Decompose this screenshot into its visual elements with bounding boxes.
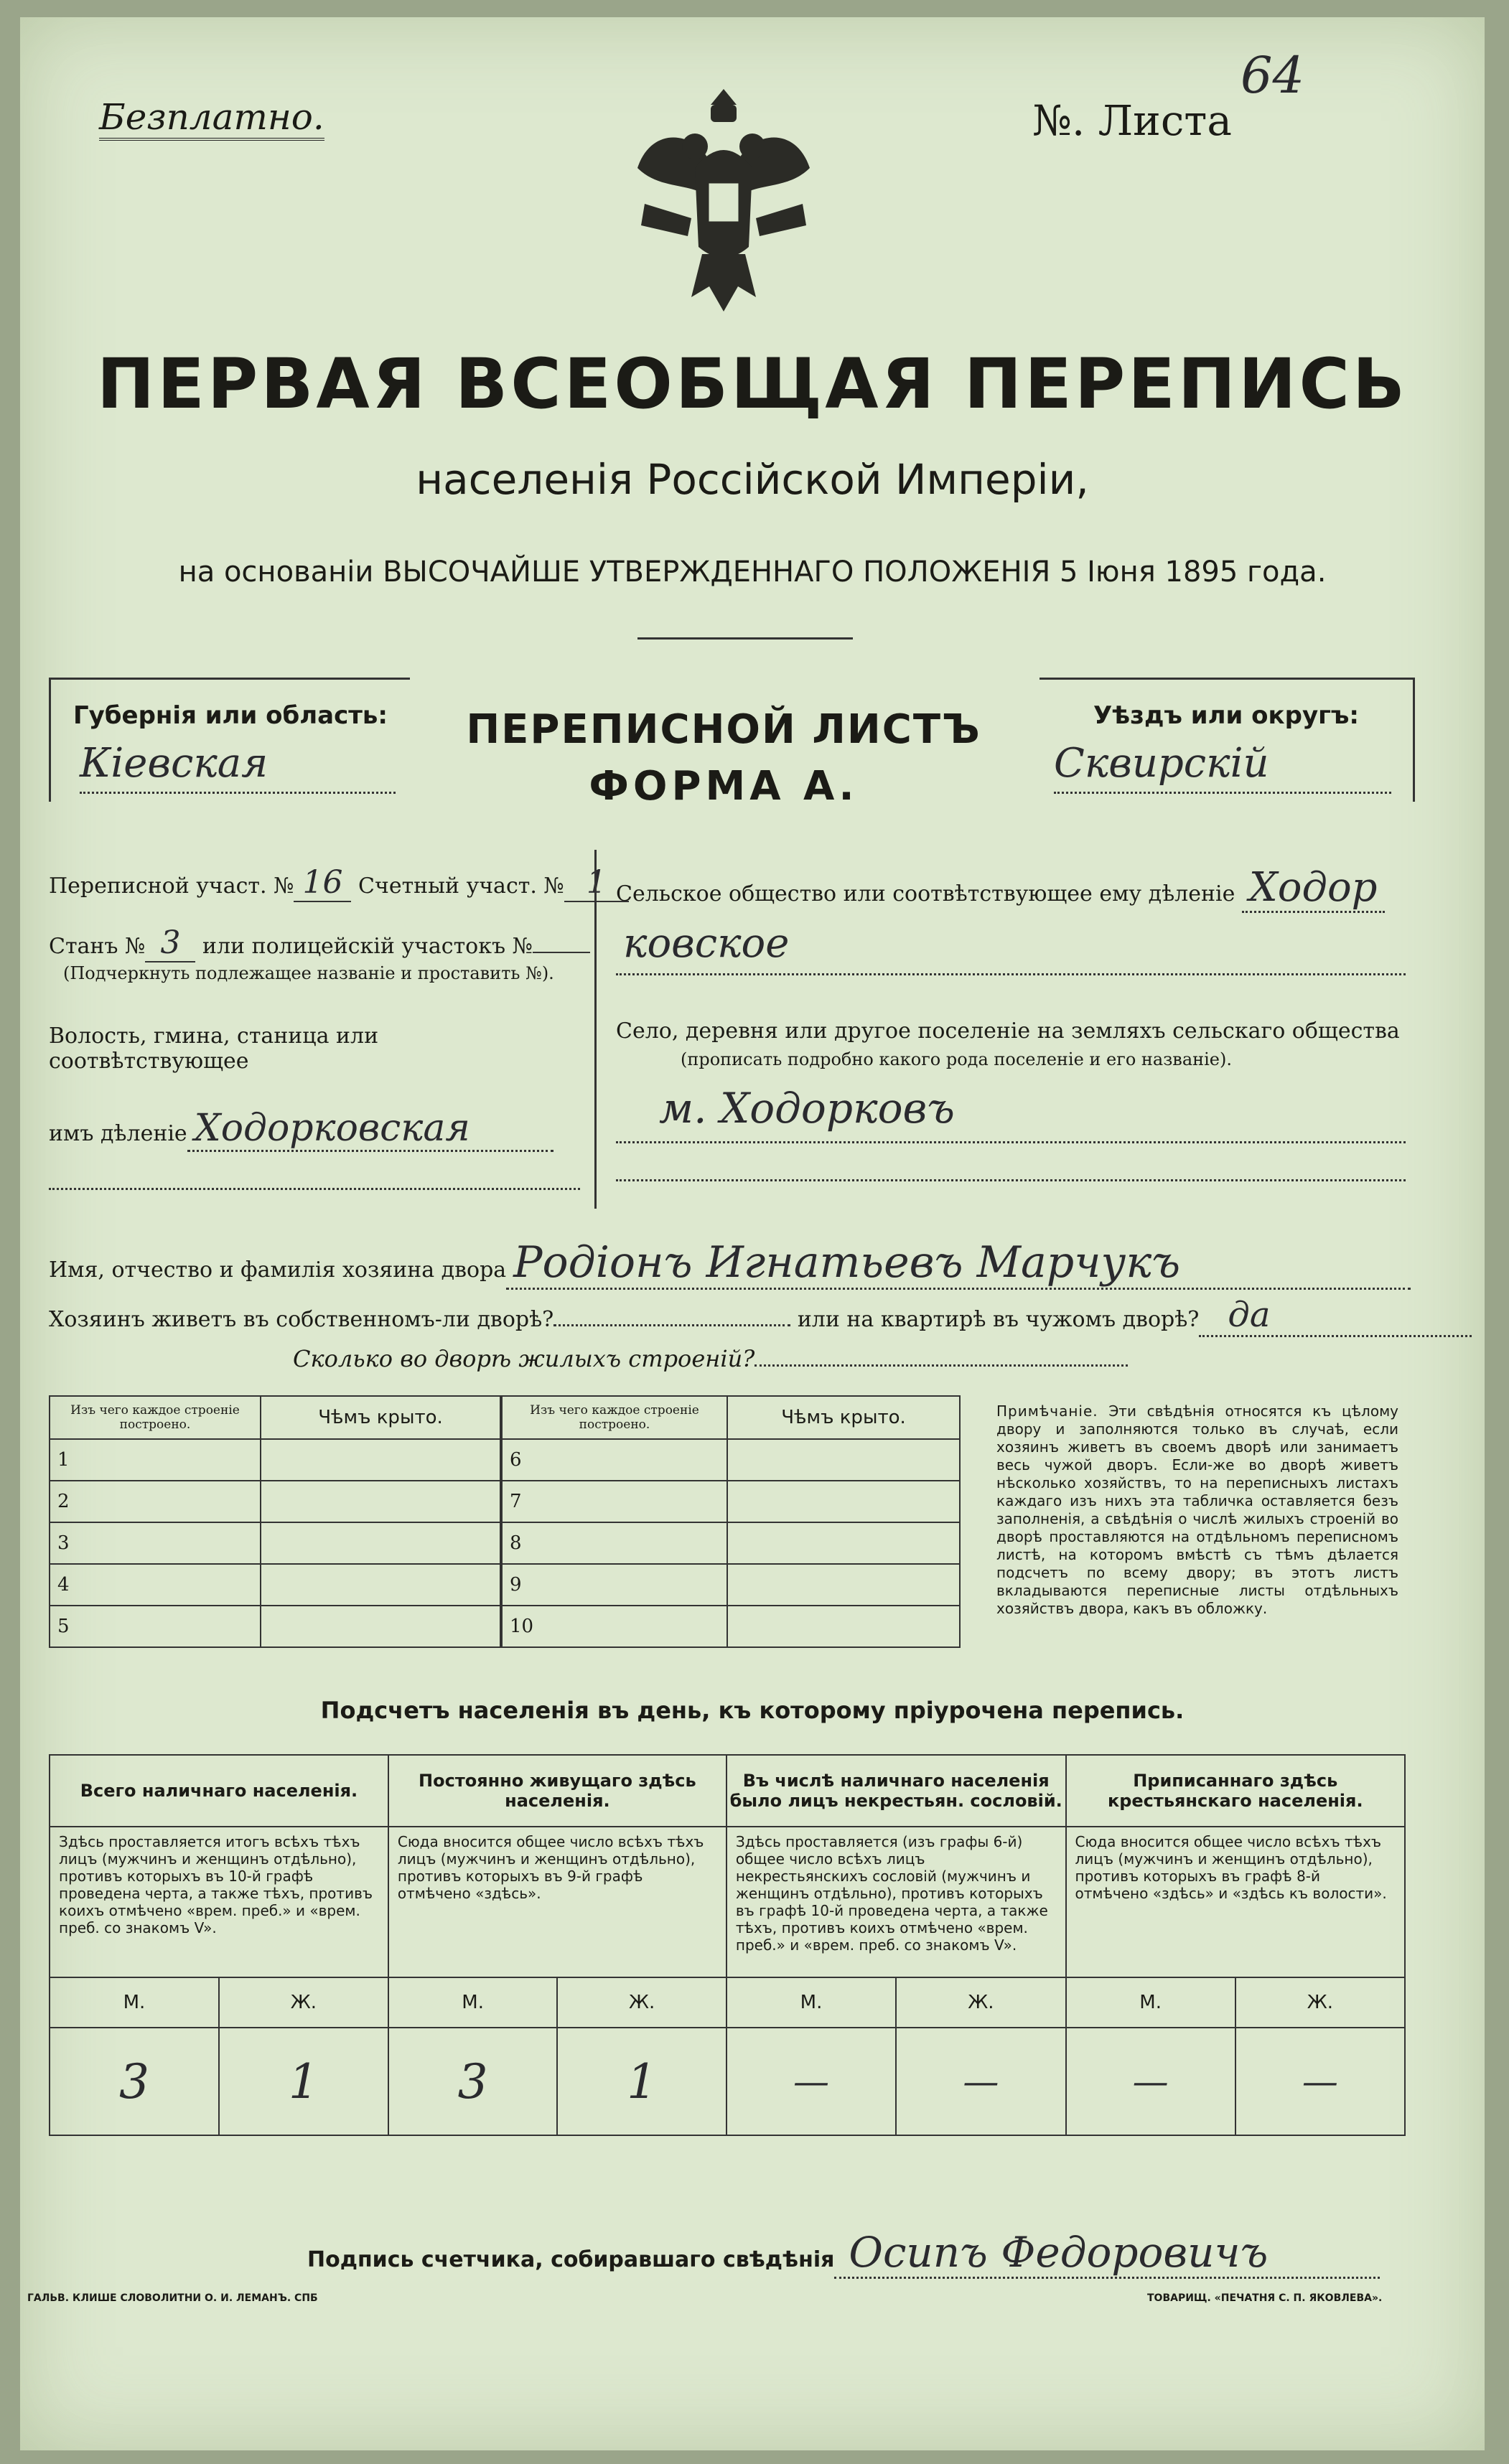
zh-header: Ж. (219, 1977, 388, 2028)
eagle-emblem-icon (623, 82, 824, 319)
roof-cell[interactable] (727, 1522, 960, 1564)
row-number[interactable]: 7 (502, 1481, 727, 1522)
row-number[interactable]: 8 (502, 1522, 727, 1564)
district-info (49, 864, 607, 1190)
count-desc: Здѣсь проставляется (изъ графы 6-й) общее число всѣхъ лицъ некрестьянскихъ сословій (мужчинъ и женщинъ отдѣльно), противъ которыхъ въ графѣ 10-й проведена черта, а также тѣхъ, противъ коихъ отмѣчено «врем. преб.» и «врем. преб. со знакомъ V». (727, 1827, 1066, 1977)
count-table (49, 1754, 1406, 2136)
volost-line (49, 1107, 580, 1152)
uezd-box (1040, 678, 1415, 802)
roof-cell[interactable] (261, 1481, 500, 1522)
roof-cell[interactable] (727, 1606, 960, 1647)
roof-cell[interactable] (261, 1522, 500, 1564)
roof-cell[interactable] (261, 1564, 500, 1606)
column-divider (594, 850, 597, 1209)
row-number[interactable]: 9 (502, 1564, 727, 1606)
row-number[interactable]: 10 (502, 1606, 727, 1647)
owner-name-value[interactable]: Родіонъ Игнатьевъ Марчукъ (506, 1237, 1411, 1290)
row-number[interactable]: 6 (502, 1439, 727, 1481)
society-value-1[interactable]: Ходор (1242, 864, 1385, 913)
volost-label-2: имъ дѣленіе (49, 1121, 187, 1146)
uezd-value[interactable]: Сквирскій (1054, 740, 1391, 794)
zh-header: Ж. (557, 1977, 727, 2028)
row-number[interactable]: 3 (50, 1522, 261, 1564)
roof-cell[interactable] (727, 1564, 960, 1606)
census-sheet (20, 17, 1485, 2450)
zh-header: Ж. (1235, 1977, 1405, 2028)
count-zh-value[interactable]: 1 (557, 2028, 727, 2135)
col-roof: Чѣмъ крыто. (727, 1396, 960, 1439)
count-zh-value[interactable]: 1 (219, 2028, 388, 2135)
society-line (616, 864, 1406, 910)
roof-cell[interactable] (261, 1606, 500, 1647)
schet-label: Счетный участ. № (358, 873, 564, 899)
page-subtitle: населенія Россійской Имперіи, (416, 455, 1089, 504)
roof-cell[interactable] (727, 1439, 960, 1481)
note-text: Эти свѣдѣнія относятся къ цѣлому двору и заполняются только въ случаѣ, если хозяинъ живетъ въ своемъ дворѣ или занимаетъ весь чужой дворъ. Если-же во дворѣ живетъ нѣсколько хозяйствъ, то на переписныхъ листахъ каждаго изъ нихъ эта табличка оставляется безъ заполненія, а свѣдѣнія о числѣ жилыхъ строеній во дворѣ проставляются на отдѣльномъ переписномъ листѣ, на которомъ вмѣстѣ съ тѣмъ дѣлается подсчетъ по всему двору; въ этотъ листъ вкладываются переписные листы отдѣльныхъ хозяйствъ двора, какъ въ обложку. (996, 1402, 1398, 1617)
m-header: М. (1066, 1977, 1235, 2028)
buildings-table-left (49, 1395, 501, 1648)
settlement-info (616, 864, 1406, 1181)
count-title: Подсчетъ населенія въ день, къ которому пріурочена перепись. (320, 1697, 1185, 1724)
sheet-number-value: 64 (1241, 46, 1305, 105)
village-label: Село, деревня или другое поселеніе на земляхъ сельскаго общества (616, 1018, 1400, 1044)
uchast-line (49, 864, 607, 910)
count-zh-value[interactable]: — (896, 2028, 1065, 2135)
row-number[interactable]: 1 (50, 1439, 261, 1481)
owner-name-label: Имя, отчество и фамилія хозяина двора (49, 1257, 507, 1283)
count-head: Въ числѣ наличнаго населенія было лицъ некрестьян. сословій. (727, 1755, 1066, 1827)
m-header: М. (50, 1977, 219, 2028)
count-desc: Здѣсь проставляется итогъ всѣхъ тѣхъ лицъ (мужчинъ и женщинъ отдѣльно), противъ которыхъ въ 10-й графѣ проведена черта, а также тѣхъ, противъ коихъ отмѣчено «врем. преб.» и «врем. преб. со знакомъ V». (50, 1827, 388, 1977)
volost-label: Волость, гмина, станица или соотвѣтствующее (49, 1023, 379, 1074)
row-number[interactable]: 2 (50, 1481, 261, 1522)
other-yard-label: или на квартирѣ въ чужомъ дворѣ? (797, 1307, 1200, 1332)
note-lead: Примѣчаніе. (996, 1402, 1098, 1420)
uchast-value[interactable]: 16 (294, 864, 351, 902)
guberniya-value[interactable]: Кіевская (80, 740, 396, 794)
volost-value[interactable]: Ходорковская (187, 1107, 553, 1152)
stan-value[interactable]: 3 (145, 924, 195, 962)
row-number[interactable]: 4 (50, 1564, 261, 1606)
basis-line: на основаніи ВЫСОЧАЙШЕ УТВЕРЖДЕННАГО ПОЛОЖЕНІЯ 5 Іюня 1895 года. (178, 556, 1327, 589)
m-header: М. (727, 1977, 896, 2028)
count-m-value[interactable]: — (1066, 2028, 1235, 2135)
society-label: Сельское общество или соотвѣтствующее ему дѣленіе (616, 881, 1235, 907)
print-left: ГАЛЬВ. КЛИШЕ СЛОВОЛИТНИ О. И. ЛЕМАНЪ. СПБ (27, 2292, 318, 2304)
signature-value[interactable]: Осипъ Федоровичъ (834, 2228, 1380, 2279)
uchast-label: Переписной участ. № (49, 873, 294, 899)
col-roof: Чѣмъ крыто. (261, 1396, 500, 1439)
count-head: Всего наличнаго населенія. (50, 1755, 388, 1827)
col-material: Изъ чего каждое строеніе построено. (502, 1396, 727, 1439)
buildings-label: Сколько во дворѣ жилыхъ строеній? (293, 1345, 755, 1372)
guberniya-label: Губернія или область: (73, 701, 388, 730)
buildings-line (293, 1345, 1154, 1372)
count-m-value[interactable]: 3 (388, 2028, 558, 2135)
roof-cell[interactable] (727, 1481, 960, 1522)
uezd-label: Уѣздъ или округъ: (1093, 701, 1360, 730)
free-label: Безплатно. (99, 96, 324, 141)
page-title: ПЕРВАЯ ВСЕОБЩАЯ ПЕРЕПИСЬ (96, 344, 1408, 424)
count-m-value[interactable]: 3 (50, 2028, 219, 2135)
col-material: Изъ чего каждое строеніе построено. (50, 1396, 261, 1439)
guberniya-box (49, 678, 410, 802)
signature-line (307, 2228, 1384, 2279)
police-label: или полицейскій участокъ № (202, 934, 533, 959)
roof-cell[interactable] (261, 1439, 500, 1481)
schet-value[interactable]: 1 (564, 864, 629, 902)
own-yard-value[interactable] (553, 1324, 790, 1326)
ornament-divider (637, 637, 853, 640)
form-subtitle: ФОРМА А. (589, 763, 859, 810)
buildings-value[interactable] (754, 1364, 1128, 1367)
count-head: Постоянно живущаго здѣсь населенія. (388, 1755, 727, 1827)
own-yard-label: Хозяинъ живетъ въ собственномъ-ли дворѣ? (49, 1307, 554, 1332)
village-extra-line (616, 1179, 1406, 1181)
sheet-number (1032, 46, 1391, 145)
row-number[interactable]: 5 (50, 1606, 261, 1647)
count-desc: Сюда вносится общее число всѣхъ тѣхъ лицъ (мужчинъ и женщинъ отдѣльно), противъ которыхъ въ графѣ 8-й отмѣчено «здѣсь» и «здѣсь къ волости». (1066, 1827, 1406, 1977)
count-zh-value[interactable]: — (1235, 2028, 1405, 2135)
stan-line (49, 924, 580, 959)
village-value[interactable]: м. Ходорковъ (616, 1084, 1406, 1143)
form-title-block (422, 706, 1025, 810)
owner-name-line (49, 1237, 1413, 1290)
m-header: М. (388, 1977, 558, 2028)
sheet-number-label: №. Листа (1032, 96, 1232, 145)
village-note: (прописать подробно какого рода поселеніе и его названіе). (681, 1049, 1232, 1069)
zh-header: Ж. (896, 1977, 1065, 2028)
buildings-note (996, 1402, 1398, 1618)
other-yard-value[interactable]: да (1199, 1295, 1472, 1337)
count-head: Приписаннаго здѣсь крестьянскаго населенія. (1066, 1755, 1406, 1827)
signature-label: Подпись счетчика, собиравшаго свѣдѣнія (307, 2247, 835, 2272)
stan-label: Станъ № (49, 934, 146, 959)
stan-note: (Подчеркнуть подлежащее названіе и проставить №). (63, 963, 554, 983)
buildings-table-right (501, 1395, 961, 1648)
print-right: ТОВАРИЩ. «ПЕЧАТНЯ С. П. ЯКОВЛЕВА». (1147, 2292, 1383, 2304)
form-title: ПЕРЕПИСНОЙ ЛИСТЪ (466, 706, 981, 753)
volost-extra-line (49, 1188, 580, 1190)
society-value-2[interactable]: ковское (616, 920, 1406, 975)
count-m-value[interactable]: — (727, 2028, 896, 2135)
owner-yard-line (49, 1295, 1413, 1337)
police-value[interactable] (533, 952, 590, 953)
count-desc: Сюда вносится общее число всѣхъ тѣхъ лицъ (мужчинъ и женщинъ отдѣльно), противъ которыхъ въ 9-й графѣ отмѣчено «здѣсь». (388, 1827, 727, 1977)
